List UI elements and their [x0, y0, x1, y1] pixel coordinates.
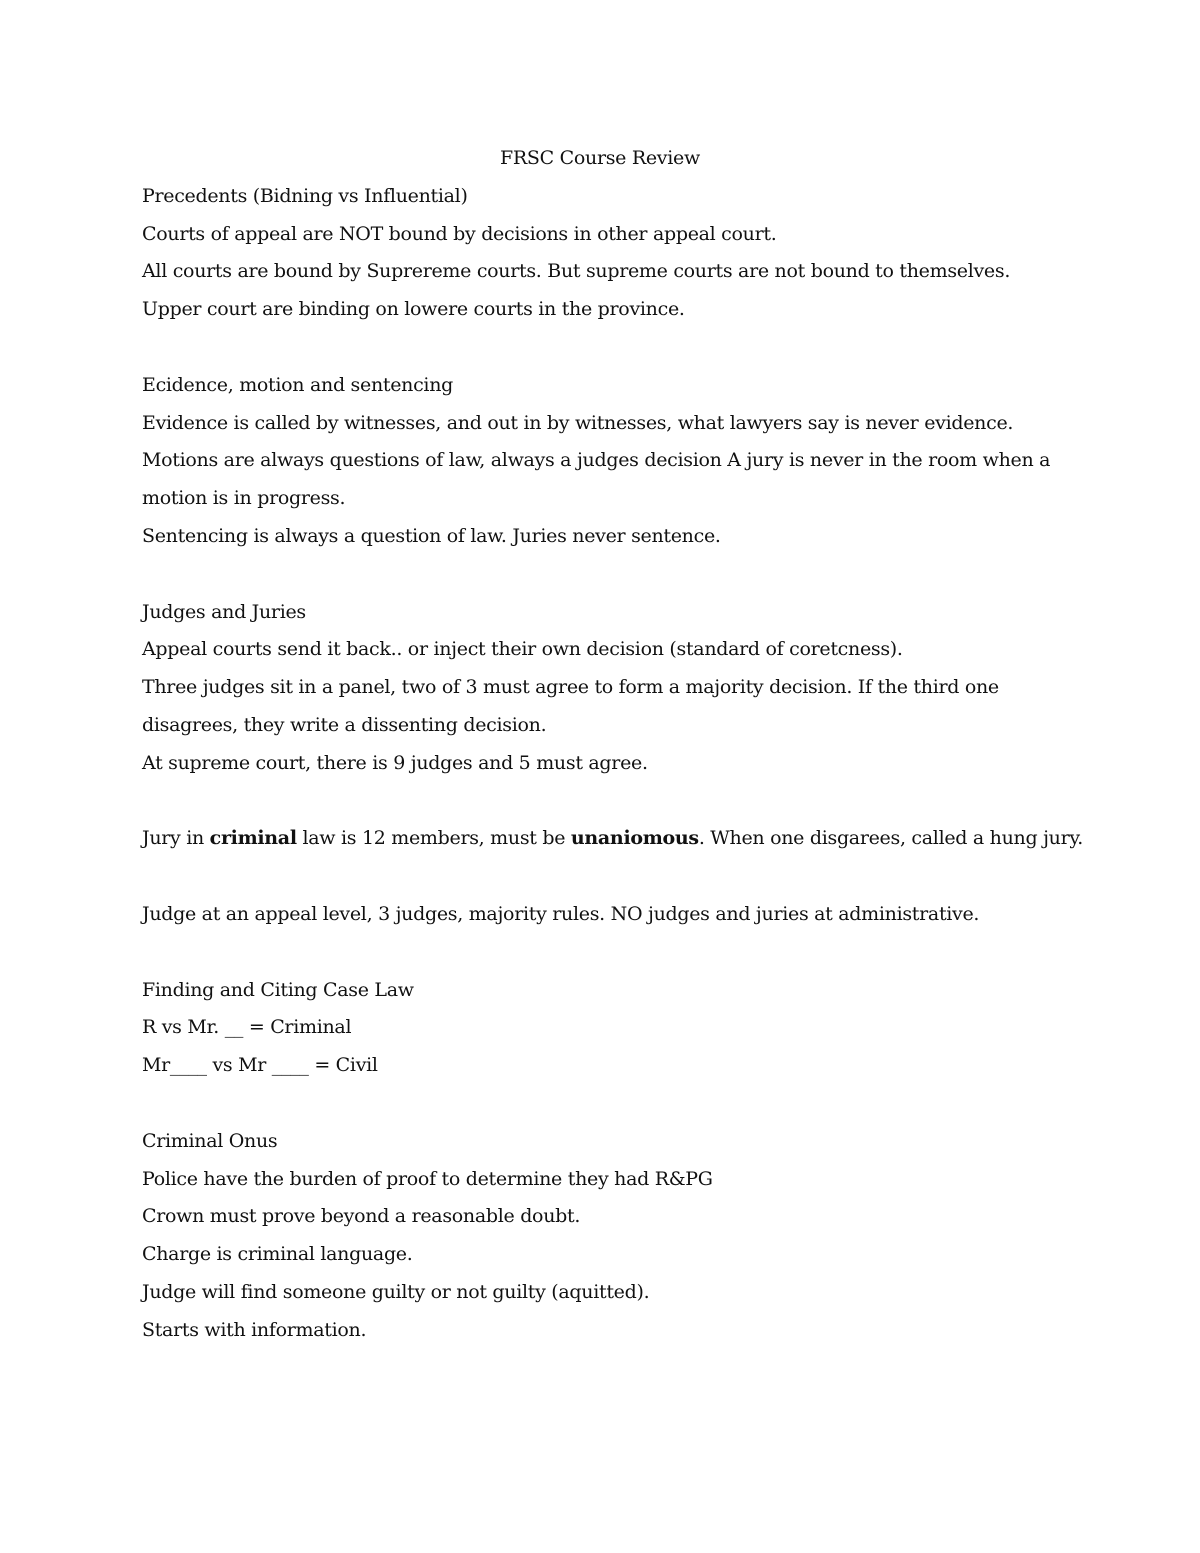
text-line: Judge will find someone guilty or not guilty (aquitted).: [142, 1280, 650, 1303]
section-heading-onus: Criminal Onus: [142, 1129, 278, 1152]
text-line: Appeal courts send it back.. or inject their own decision (standard of coretcness).: [142, 638, 903, 661]
text-line: Charge is criminal language.: [142, 1243, 413, 1266]
spacer: [142, 858, 1072, 896]
spacer: [142, 1085, 1072, 1123]
text-line: Motions are always questions of law, always a judges decision A jury is never in the room when a: [142, 449, 1051, 472]
jury-text-suffix: . When one disgarees, called a hung jury.: [698, 827, 1084, 850]
text-line: Crown must prove beyond a reasonable doubt.: [142, 1205, 581, 1228]
spacer: [142, 934, 1072, 972]
text-line: Courts of appeal are NOT bound by decisions in other appeal court.: [142, 222, 777, 245]
spacer: [142, 556, 1072, 594]
document-body: [142, 140, 1084, 1350]
text-line: motion is in progress.: [142, 487, 346, 510]
jury-text-prefix: Jury in: [142, 827, 210, 850]
text-line: Upper court are binding on lowere courts in the province.: [142, 298, 685, 321]
section-heading-evidence: Ecidence, motion and sentencing: [142, 373, 454, 396]
text-line: Starts with information.: [142, 1318, 367, 1341]
jury-emphasis-unanimous: unaniomous: [570, 827, 699, 850]
spacer: [142, 783, 1072, 821]
text-line: Police have the burden of proof to determine they had R&PG: [142, 1167, 713, 1190]
section-heading-citing: Finding and Citing Case Law: [142, 978, 414, 1001]
text-line: At supreme court, there is 9 judges and 5 must agree.: [142, 751, 648, 774]
text-line: Evidence is called by witnesses, and out in by witnesses, what lawyers say is never evidence.: [142, 411, 1014, 434]
jury-emphasis-criminal: criminal: [209, 827, 297, 850]
text-line: Mr____ vs Mr ____ = Civil: [142, 1054, 378, 1077]
text-line: Judge at an appeal level, 3 judges, majority rules. NO judges and juries at administrative.: [142, 902, 980, 925]
spacer: [142, 329, 1072, 367]
text-line: All courts are bound by Suprereme courts. But supreme courts are not bound to themselves.: [142, 260, 1011, 283]
jury-line: [142, 820, 1084, 858]
text-line: Three judges sit in a panel, two of 3 must agree to form a majority decision. If the third one: [142, 676, 999, 699]
text-line: disagrees, they write a dissenting decision.: [142, 713, 547, 736]
text-line: Sentencing is always a question of law. Juries never sentence.: [142, 524, 721, 547]
section-heading-judges: Judges and Juries: [142, 600, 306, 623]
text-line: R vs Mr. __ = Criminal: [142, 1016, 352, 1039]
section-heading-precedents: Precedents (Bidning vs Influential): [142, 184, 468, 207]
document-title: FRSC Course Review: [500, 147, 700, 169]
jury-text-middle: law is 12 members, must be: [296, 827, 571, 850]
